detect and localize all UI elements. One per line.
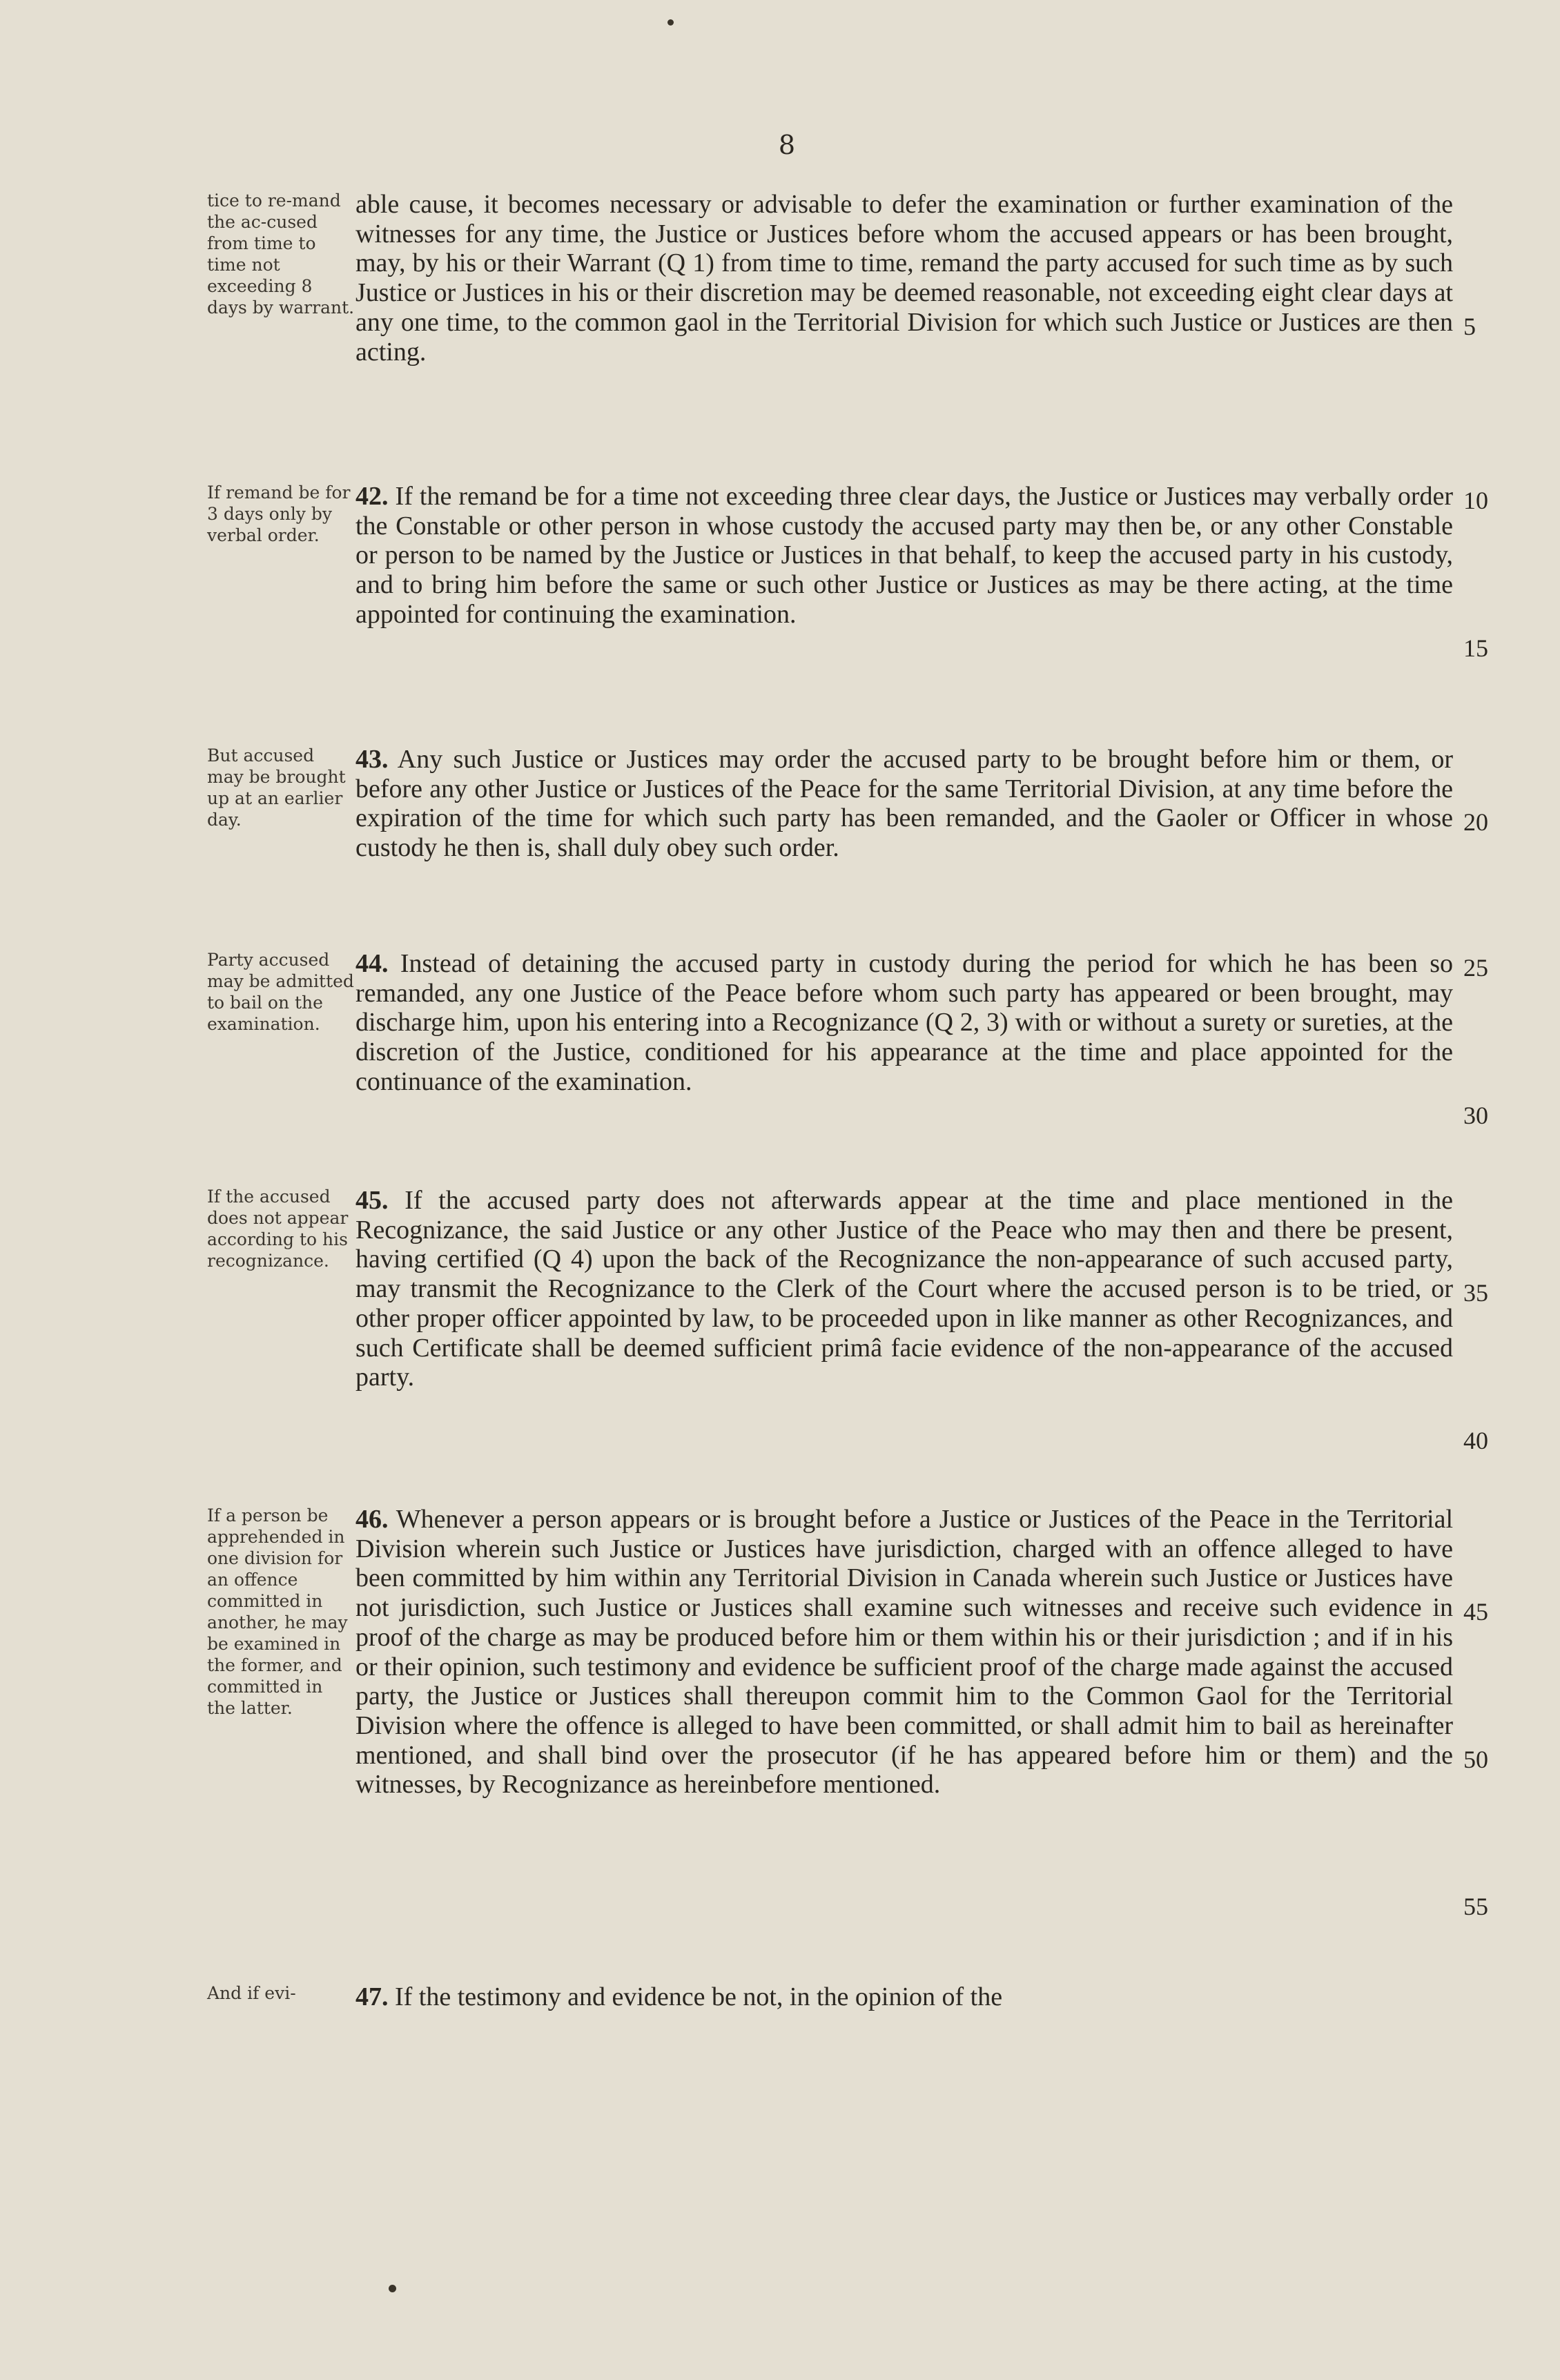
section-text: able cause, it becomes necessary or advisable to defer the examination or further examination of the witnesses for any time, the Justice or Justices before whom the accused appears or has been brought, may, by his or their Warrant (Q 1) from time to time, remand the party accused for such time as by such Justice or Justices in his or their discretion may be deemed reasonable, not exceeding eight clear days at any one time, to the common gaol in the Territorial Division for which such Justice or Justices are then acting. [355, 190, 1453, 367]
section-text: 44. Instead of detaining the accused party in custody during the period for which he has been so remanded, any one Justice of the Peace before whom such party has appeared or been brought, may discharge him, upon his entering into a Recognizance (Q 2, 3) with or without a surety or sureties, at the discretion of the Justice, conditioned for his appearance at the time and place appointed for the continuance of the examination. [355, 949, 1453, 1096]
side-note: And if evi- [207, 1983, 296, 2003]
line-number: 50 [1463, 1745, 1488, 1773]
side-note: If the accused does not appear according to his recognizance. [207, 1187, 349, 1271]
paper-speck [667, 19, 674, 26]
section-text: 46. Whenever a person appears or is brought before a Justice or Justices of the Peace in the Territorial Division wherein such Justice or Justices have jurisdiction, charged with an offence alleged to have been committed by him within any Territorial Division in Canada wherein such Justice or Justices have not jurisdiction, such Justice or Justices shall examine such witnesses and receive such evidence in proof of the charge as may be produced before him or them within his or their jurisdiction ; and if in his or their opinion, such testimony and evidence be sufficient proof of the charge made against the accused party, the Justice or Justices shall thereupon commit him to the Common Gaol for the Territorial Division where the offence is alleged to have been committed, or shall admit him to bail as hereinafter mentioned, and shall bind over the prosecutor (if he has appeared before him or them) and the witnesses, by Recognizance as hereinbefore mentioned. [355, 1505, 1453, 1799]
side-note: If a person be apprehended in one division for an offence committed in another, he may be examined in the former, and committed in the latter. [207, 1505, 348, 1718]
line-number: 55 [1463, 1893, 1488, 1921]
line-number: 5 [1463, 312, 1476, 340]
line-number: 25 [1463, 954, 1488, 982]
section-text: 45. If the accused party does not afterwards appear at the time and place mentioned in the Recognizance, the said Justice or any other Justice of the Peace who may then and there be present, having certified (Q 4) upon the back of the Recognizance the non-appearance of such accused party, may transmit the Recognizance to the Clerk of the Court where the accused person is to be tried, or other proper officer appointed by law, to be proceeded upon in like manner as other Recognizances, and such Certificate shall be deemed sufficient primâ facie evidence of the non-appearance of the accused party. [355, 1186, 1453, 1392]
line-number: 45 [1463, 1598, 1488, 1626]
side-note: Party accused may be admitted to bail on the examination. [207, 950, 354, 1034]
section-text: 43. Any such Justice or Justices may order the accused party to be brought before him or them, or before any other Justice or Justices of the Peace for the same Territorial Division, at any time before the expiration of the time for which such party has been remanded, and the Gaoler or Officer in whose custody he then is, shall duly obey such order. [355, 745, 1453, 863]
line-number: 15 [1463, 634, 1488, 662]
side-note: But accused may be brought up at an earlier day. [207, 745, 346, 830]
section-text: 47. If the testimony and evidence be not, in the opinion of the [355, 1982, 1003, 2011]
line-number: 35 [1463, 1279, 1488, 1307]
line-number: 20 [1463, 808, 1488, 837]
paper-speck [389, 2285, 396, 2292]
side-note: If remand be for 3 days only by verbal order. [207, 482, 351, 545]
line-number: 40 [1463, 1426, 1488, 1454]
line-number: 30 [1463, 1101, 1488, 1129]
side-note: tice to re-mand the ac-cused from time to time not exceeding 8 days by warrant. [207, 191, 355, 318]
section-text: 42. If the remand be for a time not exceeding three clear days, the Justice or Justices may verbally order the Constable or other person in whose custody the accused party may then be, or any other Constable or person to be named by the Justice or Justices in that behalf, to keep the accused party in his custody, and to bring him before the same or such other Justice or Justices as may be there acting, at the time appointed for continuing the examination. [355, 482, 1453, 629]
line-number: 10 [1463, 487, 1488, 514]
page-number: 8 [778, 130, 796, 160]
